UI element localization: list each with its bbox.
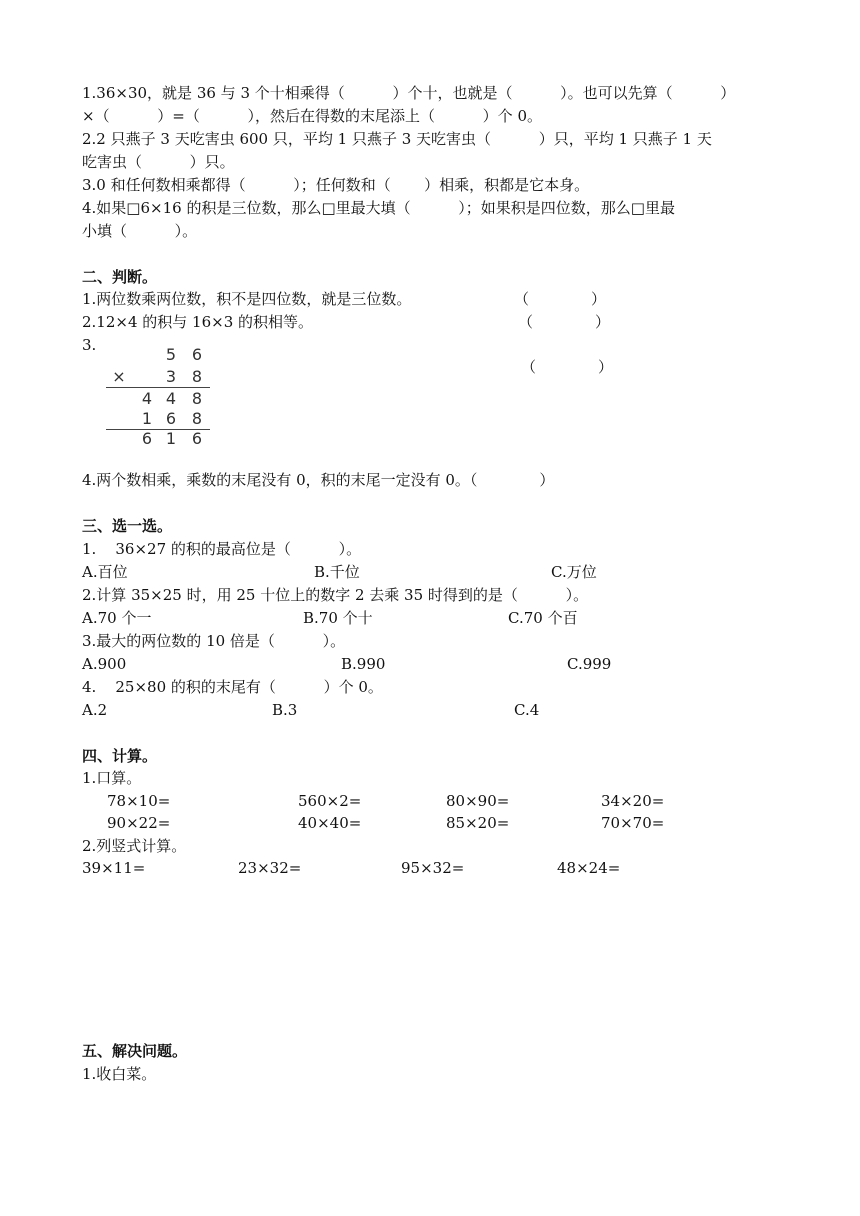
- judge-q3-answer-blank: （ ）: [521, 358, 613, 376]
- oral-calc-item: 90×22=: [107, 814, 171, 832]
- vertical-calc-item: 39×11=: [82, 859, 146, 877]
- section-title-judge: 二、判断。: [82, 268, 158, 286]
- oral-calc-item: 560×2=: [298, 792, 362, 810]
- vertical-calc-item: 95×32=: [401, 859, 465, 877]
- choice-q3: 3.最大的两位数的 10 倍是（ ）。: [82, 632, 346, 650]
- judge-q2: 2.12×4 的积与 16×3 的积相等。: [82, 313, 314, 331]
- judge-q2-answer-blank: （ ）: [518, 313, 610, 331]
- fill-q1-line2: ×（ ）=（ ），然后在得数的末尾添上（ ）个 0。: [82, 107, 542, 125]
- calc-digit: 6: [165, 409, 177, 428]
- fill-q4-line2: 小填（ ）。: [82, 222, 198, 240]
- judge-q4: 4.两个数相乘，乘数的末尾没有 0，积的末尾一定没有 0。（ ）: [82, 471, 555, 489]
- fill-q2-line2: 吃害虫（ ）只。: [82, 153, 235, 171]
- vertical-calc-heading: 2.列竖式计算。: [82, 837, 187, 855]
- choice-q4-option-a: A.2: [82, 701, 108, 719]
- choice-q3-option-c: C.999: [567, 655, 612, 673]
- multiply-sign: ×: [112, 367, 126, 386]
- section-title-calculate: 四、计算。: [82, 747, 158, 765]
- vertical-calc-item: 23×32=: [238, 859, 302, 877]
- calc-digit: 3: [165, 367, 177, 386]
- choice-q1-option-c: C.万位: [551, 563, 597, 581]
- judge-q1: 1.两位数乘两位数，积不是四位数，就是三位数。: [82, 290, 412, 308]
- judge-q3-label: 3.: [82, 336, 97, 354]
- choice-q2-option-b: B.70 个十: [303, 609, 373, 627]
- choice-q3-option-b: B.990: [341, 655, 386, 673]
- judge-q1-answer-blank: （ ）: [514, 290, 606, 308]
- oral-calc-heading: 1.口算。: [82, 769, 142, 787]
- choice-q1-option-a: A.百位: [82, 563, 128, 581]
- calc-digit: 6: [191, 429, 203, 448]
- oral-calc-item: 34×20=: [601, 792, 665, 810]
- choice-q4: 4. 25×80 的积的末尾有（ ）个 0。: [82, 678, 383, 696]
- oral-calc-item: 40×40=: [298, 814, 362, 832]
- calc-digit: 4: [141, 389, 153, 408]
- calc-digit: 8: [191, 389, 203, 408]
- oral-calc-item: 85×20=: [446, 814, 510, 832]
- fill-q3: 3.0 和任何数相乘都得（ ）；任何数和（ ）相乘，积都是它本身。: [82, 176, 590, 194]
- section-title-problems: 五、解决问题。: [82, 1042, 188, 1060]
- calc-digit: 5: [165, 345, 177, 364]
- fill-q1-line1: 1.36×30，就是 36 与 3 个十相乘得（ ）个十，也就是（ ）。也可以先算（ ）: [82, 84, 736, 102]
- vertical-calculation: [104, 343, 214, 449]
- choice-q2-option-c: C.70 个百: [508, 609, 578, 627]
- oral-calc-item: 80×90=: [446, 792, 510, 810]
- calc-rule: [106, 387, 210, 388]
- oral-calc-item: 78×10=: [107, 792, 171, 810]
- problem-q1: 1.收白菜。: [82, 1065, 157, 1083]
- calc-digit: 1: [165, 429, 177, 448]
- choice-q1-option-b: B.千位: [314, 563, 360, 581]
- section-title-choose: 三、选一选。: [82, 517, 173, 535]
- fill-q4-line1: 4.如果□6×16 的积是三位数，那么□里最大填（ ）；如果积是四位数，那么□里最: [82, 199, 675, 217]
- choice-q4-option-b: B.3: [272, 701, 298, 719]
- calc-digit: 4: [165, 389, 177, 408]
- calc-digit: 6: [191, 345, 203, 364]
- choice-q3-option-a: A.900: [82, 655, 127, 673]
- choice-q2: 2.计算 35×25 时，用 25 十位上的数字 2 去乘 35 时得到的是（ ）。: [82, 586, 589, 604]
- fill-q2-line1: 2.2 只燕子 3 天吃害虫 600 只，平均 1 只燕子 3 天吃害虫（ ）只，平均 1 只燕子 1 天: [82, 130, 712, 148]
- oral-calc-item: 70×70=: [601, 814, 665, 832]
- choice-q4-option-c: C.4: [514, 701, 540, 719]
- choice-q1: 1. 36×27 的积的最高位是（ ）。: [82, 540, 362, 558]
- choice-q2-option-a: A.70 个一: [82, 609, 152, 627]
- calc-digit: 8: [191, 367, 203, 386]
- vertical-calc-item: 48×24=: [557, 859, 621, 877]
- calc-digit: 1: [141, 409, 153, 428]
- calc-digit: 8: [191, 409, 203, 428]
- calc-digit: 6: [141, 429, 153, 448]
